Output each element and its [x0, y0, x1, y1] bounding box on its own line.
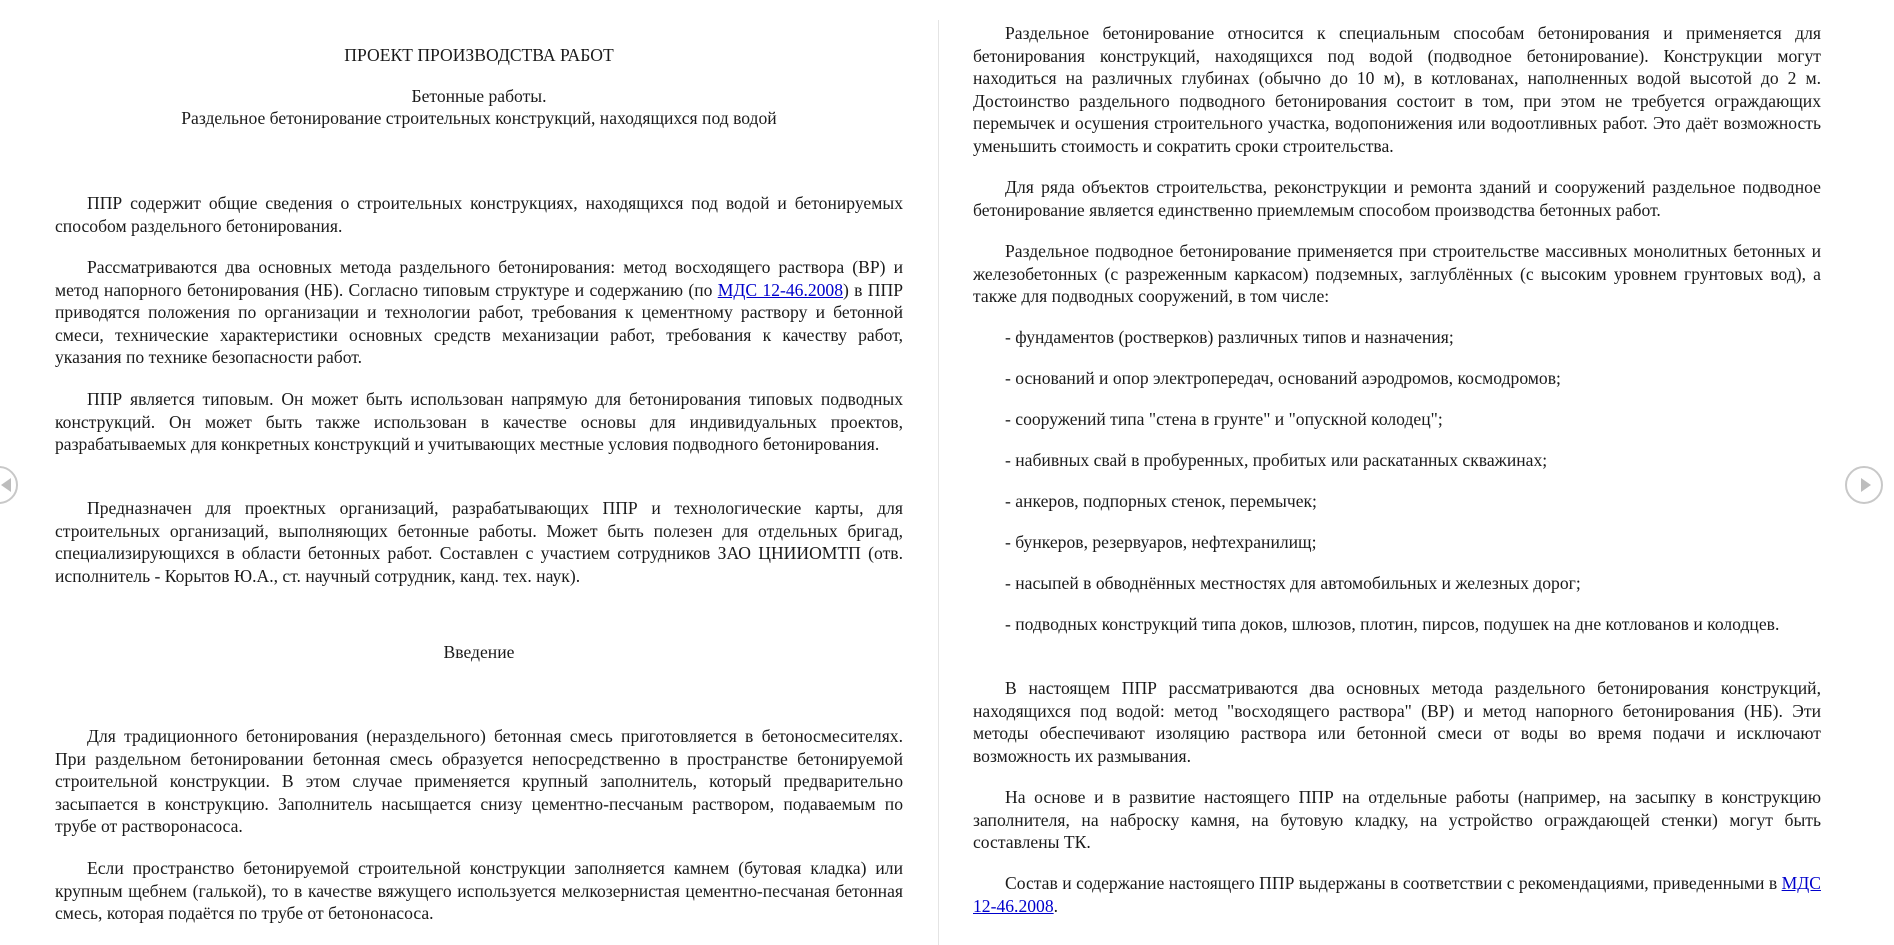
left-page: [55, 0, 903, 945]
list-item: - насыпей в обводнённых местностях для автомобильных и железных дорог;: [1005, 573, 1581, 593]
paragraph: Если пространство бетонируемой строительной конструкции заполняется камнем (бутовая кладка) или крупным щебнем (галькой), то в качестве вяжущего используется мелкозернистая цементно-песчаная бетонная смесь, которая подаётся по трубе от бетононасоса.: [55, 858, 903, 924]
list-item: - подводных конструкций типа доков, шлюзов, плотин, пирсов, подушек на дне котлованов и колодцев.: [1005, 614, 1780, 634]
list-item: - оснований и опор электропередач, оснований аэродромов, космодромов;: [1005, 368, 1561, 388]
paragraph: Состав и содержание настоящего ППР выдержаны в соответствии с рекомендациями, приведенными в МДС 12-46.2008.: [973, 873, 1821, 916]
list-item: - фундаментов (ростверков) различных типов и назначения;: [1005, 327, 1454, 347]
document-title: ПРОЕКТ ПРОИЗВОДСТВА РАБОТ: [344, 45, 614, 65]
mds-link[interactable]: МДС 12-46.2008: [973, 873, 1821, 916]
document-subtitle-line2: Раздельное бетонирование строительных конструкций, находящихся под водой: [181, 108, 777, 128]
document-subtitle-line1: Бетонные работы.: [411, 86, 547, 106]
page-divider: [938, 20, 939, 945]
right-page: [973, 0, 1821, 945]
paragraph: ППР содержит общие сведения о строительных конструкциях, находящихся под водой и бетонируемых способом раздельного бетонирования.: [55, 193, 903, 236]
paragraph: Раздельное бетонирование относится к специальным способам бетонирования и применяется для бетонирования конструкций, находящихся под водой (подводное бетонирование). Конструкции могут находиться на различных глубинах (обычно до 10 м), в котлованах, наполненных водой высотой до 2 м. Достоинство раздельного подводного бетонирования состоит в том, при этом не требуется ограждающих перемычек и осушения строительного участка, водопонижения или водоотливных работ. Это даёт возможность уменьшить стоимость и сократить сроки строительства.: [973, 23, 1821, 156]
list-item: - анкеров, подпорных стенок, перемычек;: [1005, 491, 1317, 511]
paragraph: Для традиционного бетонирования (нераздельного) бетонная смесь приготовляется в бетоносмесителях. При раздельном бетонировании бетонная смесь образуется непосредственно в пространстве бетонируемой строительной конструкции. В этом случае применяется крупный заполнитель, который предварительно засыпается в конструкцию. Заполнитель насыщается снизу цементно-песчаным раствором, подаваемым по трубе от растворонасоса.: [55, 726, 903, 837]
chevron-right-icon: [1861, 478, 1871, 492]
list-item: - набивных свай в пробуренных, пробитых или раскатанных скважинах;: [1005, 450, 1548, 470]
section-title: Введение: [443, 642, 515, 662]
paragraph: На основе и в развитие настоящего ППР на отдельные работы (например, на засыпку в конструкцию заполнителя, на наброску камня, на бутовую кладку, на устройство ограждающей стенки) могут быть составлены ТК.: [973, 787, 1821, 853]
prev-page-button[interactable]: [0, 466, 18, 504]
next-page-button[interactable]: [1845, 466, 1883, 504]
paragraph: Для ряда объектов строительства, реконструкции и ремонта зданий и сооружений раздельное подводное бетонирование является единственно приемлемым способом производства бетонных работ.: [973, 177, 1821, 220]
paragraph: ППР является типовым. Он может быть использован напрямую для бетонирования типовых подводных конструкций. Он может быть также использован в качестве основы для индивидуальных проектов, разрабатываемых для конкретных конструкций и учитывающих местные условия подводного бетонирования.: [55, 389, 903, 455]
paragraph: Раздельное подводное бетонирование применяется при строительстве массивных монолитных бетонных и железобетонных (с разреженным каркасом) подземных, заглублённых (с высоким уровнем грунтовых вод), а также для подводных сооружений, в том числе:: [973, 241, 1821, 307]
list-item: - сооружений типа "стена в грунте" и "опускной колодец";: [1005, 409, 1443, 429]
paragraph: Рассматриваются два основных метода раздельного бетонирования: метод восходящего раствора (ВР) и метод напорного бетонирования (НБ). Согласно типовым структуре и содержанию (по МДС 12-46.2008) в ППР приводятся положения по организации и технологии работ, требования к цементному раствору и бетонной смеси, технические характеристики основных средств механизации работ, требования к качеству работ, указания по технике безопасности работ.: [55, 257, 903, 368]
chevron-left-icon: [1, 478, 11, 492]
paragraph: В настоящем ППР рассматриваются два основных метода раздельного бетонирования конструкций, находящихся под водой: метод "восходящего раствора" (ВР) и метод напорного бетонирования (НБ). Эти методы обеспечивают изоляцию раствора или бетонной смеси от воды во время подачи и исключают возможность их размывания.: [973, 678, 1821, 766]
list-item: - бункеров, резервуаров, нефтехранилищ;: [1005, 532, 1317, 552]
paragraph: Предназначен для проектных организаций, разрабатывающих ППР и технологические карты, для строительных организаций, выполняющих бетонные работы. Может быть полезен для отдельных бригад, специализирующихся в области бетонных работ. Составлен с участием сотрудников ЗАО ЦНИИОМТП (отв. исполнитель - Корытов Ю.А., ст. научный сотрудник, канд. тех. наук).: [55, 498, 903, 586]
mds-link[interactable]: МДС 12-46.2008: [717, 279, 844, 300]
